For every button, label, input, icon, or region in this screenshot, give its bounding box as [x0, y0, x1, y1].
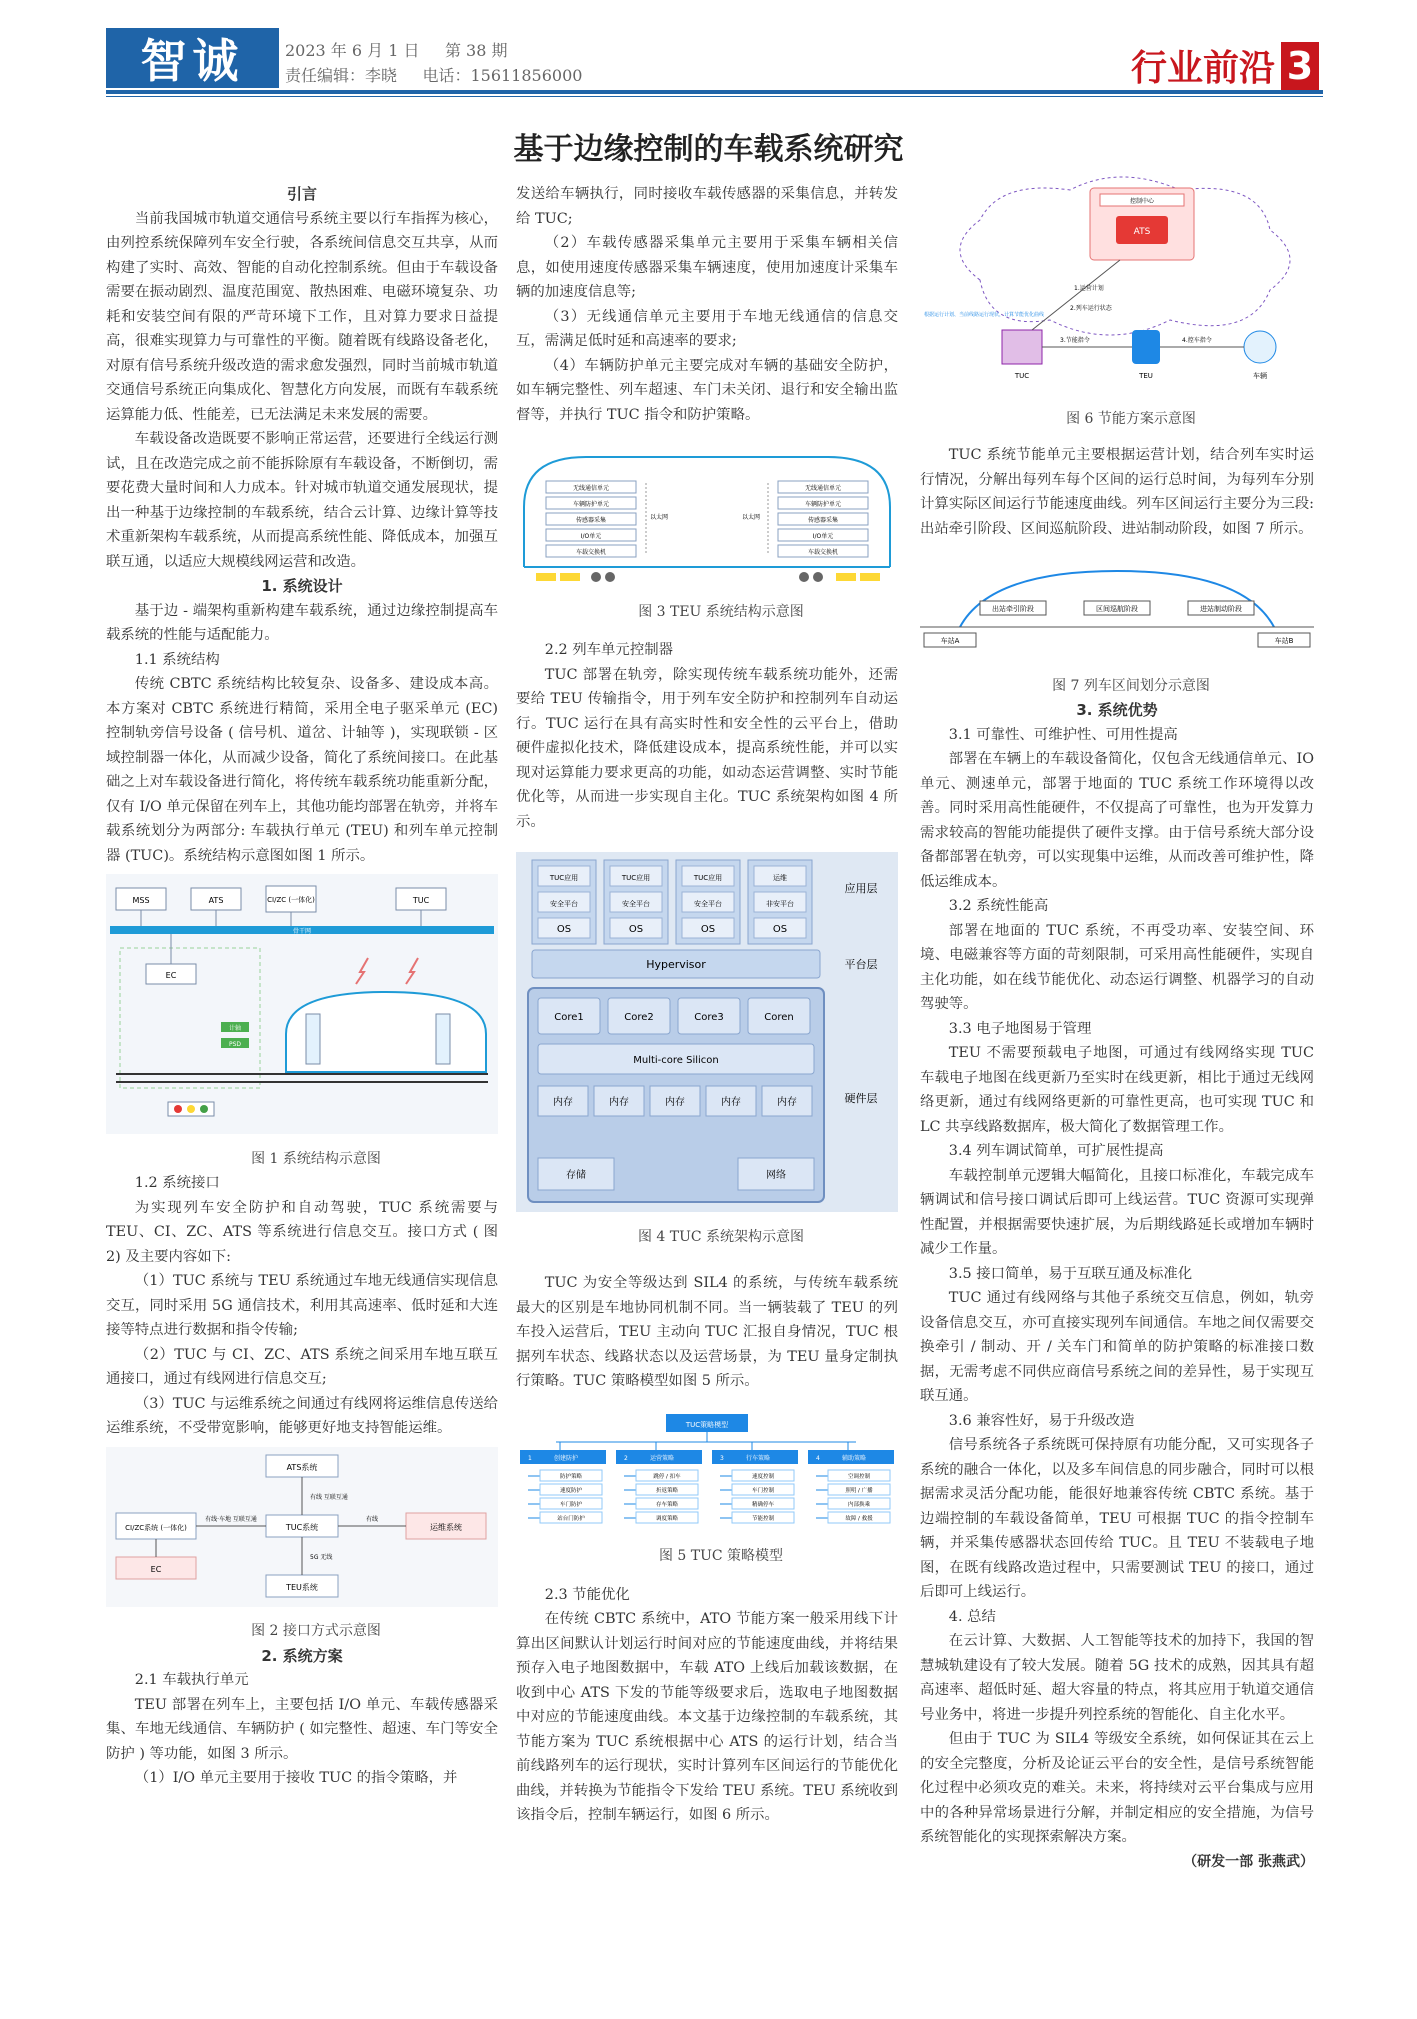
figure-5 — [516, 1412, 898, 1541]
interface-diagram — [106, 1447, 498, 1607]
fig4-memory-label: 内存 — [553, 1097, 573, 1108]
fig4-storage-label: 存储 — [566, 1170, 586, 1181]
fig5-item-label: 精确停车 — [751, 1501, 775, 1508]
fig4-network-label: 网络 — [766, 1170, 786, 1181]
editor-phone: 电话：15611856000 — [422, 66, 583, 85]
paragraph: 部署在地面的 TUC 系统，不再受功率、安装空间、环境、电磁兼容等方面的苛刻限制，可采用高性能硬件，实现自主化功能，如在线节能优化、动态运行调整、机器学习的自动驾驶等。 — [920, 922, 1314, 1012]
fig4-silicon-label: Multi-core Silicon — [633, 1055, 719, 1066]
issue-date: 2023 年 6 月 1 日 — [285, 41, 420, 60]
fig6-tuc-label: TUC — [1014, 372, 1030, 380]
fig5-item-label: 节能控制 — [751, 1515, 775, 1522]
section-name: 行业前沿 — [1130, 48, 1275, 89]
subheading-3-4: 3.4 列车调试简单，可扩展性提高 — [948, 1143, 1164, 1159]
paragraph: （1）TUC 系统与 TEU 系统通过车地无线通信实现信息交互，同时采用 5G 通信技术，利用其高速率、低时延和大连接等特点进行数据和指令传输; — [106, 1273, 498, 1338]
fig4-app-label: 安全平台 — [550, 900, 578, 908]
fig4-app-label: OS — [628, 924, 644, 935]
paragraph: 部署在车辆上的车载设备简化，仅包含无线通信单元、IO 单元、测速单元，部署于地面的 TUC 系统工作环境得以改善。同时采用高性能硬件，不仅提高了可靠性，也为开发算力需求较高的智能功能提供了硬件支撑。由于信号系统大部分设备都部署在轨旁，可以实现集中运维，从而改善可维护性，降低运维成本。 — [920, 751, 1314, 890]
fig3-module-label: 无线通信单元 — [572, 485, 610, 492]
column-3 — [920, 164, 1314, 1874]
article-byline: （研发一部 张燕武） — [1183, 1853, 1314, 1870]
fig6-step-label: 3.节能指令 — [1060, 337, 1090, 344]
svg-text:TUC系统: TUC系统 — [285, 1522, 319, 1532]
fig1-top-box — [266, 886, 316, 912]
fig4-memory-label: 内存 — [665, 1097, 685, 1108]
paragraph: 在传统 CBTC 系统中，ATO 节能方案一般采用线下计算出区间默认计划运行时间对应的节能速度曲线，并将结果预存入电子地图数据中，车载 ATO 上线后加载该数据，在收到中心 ATS 下发的节能等级要求后，选取电子地图数据中对应的节能速度曲线。本文基于边缘控制的车载系统，其节能方案为 TUC 系统根据中心 ATS 的运行计划，结合当前线路列车的运行现状，实时计算列车区间运行的节能优化曲线，并转换为节能指令下发给 TEU 系统。TEU 系统收到该指令后，控制车辆运行，如图 6 所示。 — [516, 1611, 898, 1823]
paragraph: TUC 通过有线网络与其他子系统交互信息，例如，轨旁设备信息交互，亦可直接实现列车间通信。车地之间仅需要交换牵引 / 制动、开 / 关车门和简单的防护策略的标准接口数据，无需考虑不同供应商信号系统之间的差异性，易于实现互联互通。 — [920, 1290, 1314, 1404]
heading-3: 3. 系统优势 — [1076, 701, 1158, 719]
fig5-item-label: 站台门防护 — [557, 1515, 585, 1522]
subheading-2-3: 2.3 节能优化 — [544, 1586, 630, 1603]
svg-text:TEU系统: TEU系统 — [286, 1582, 318, 1592]
figure-7 — [920, 551, 1314, 670]
paragraph: 当前我国城市轨道交通信号系统主要以行车指挥为核心，由列控系统保障列车安全行驶，各系统间信息交互共享，从而构建了实时、高效、智能的自动化控制系统。但由于车载设备需要在振动剧烈、温度范围宽、散热困难、电磁环境复杂、功耗和安装空间有限的严苛环境下工作，且对算力要求日益提高，很难实现算力与可靠性的平衡。随着既有线路设备老化，对原有信号系统升级改造的需求愈发强烈，同时当前城市轨道交通信号系统正向集成化、智慧化方向发展，而既有车载系统运算能力低、性能差，已无法满足未来发展的需要。 — [106, 210, 498, 423]
figure-1-caption: 图 1 系统结构示意图 — [251, 1150, 381, 1167]
fig7-station-label: 车站A — [940, 637, 960, 645]
fig4-core-label: Core1 — [554, 1012, 584, 1023]
fig2-link-label: 有线 — [365, 1515, 379, 1523]
editor-name: 责任编辑：李晓 — [285, 66, 398, 85]
figure-3 — [516, 447, 898, 596]
fig2-ops-box — [406, 1513, 486, 1539]
fig7-station-label: 车站B — [1274, 637, 1294, 645]
paragraph: TUC 系统节能单元主要根据运营计划，结合列车实时运行情况，分解出每列车每个区间的运行总时间，为每列车分别计算实际区间运行节能速度曲线。列车区间运行主要分为三段: 出站牵引阶段、区间巡航阶段、进站制动阶段，如图 7 所示。 — [920, 447, 1314, 537]
fig6-tuc — [1002, 330, 1042, 364]
fig7-phase-label: 出站牵引阶段 — [992, 605, 1034, 613]
paragraph: 信号系统各子系统既可保持原有功能分配，又可实现各子系统的融合一体化，以及多车间信息的同步融合，同时可以根据需求灵活分配功能，能很好地兼容传统 CBTC 系统。基于边端控制的车载设备简单，TEU 可根据 TUC 的指令控制车辆，并采集传感器状态回传给 TUC。且 TEU 不装载电子地图，在既有线路改造过程中，只需要测试 TEU 的接口，通过后即可上线运行。 — [920, 1437, 1314, 1600]
svg-text:CI/ZC (一体化): CI/ZC (一体化) — [267, 896, 315, 904]
paragraph: 基于边 - 端架构重新构建车载系统，通过边缘控制提高车载系统的性能与适配能力。 — [106, 602, 498, 643]
fig2-teu-box — [266, 1575, 338, 1597]
fig1-io-label: 计轴 — [228, 1025, 242, 1032]
paragraph: 传统 CBTC 系统结构比较复杂、设备多、建设成本高。本方案对 CBTC 系统进行精简，采用全电子驱采单元 (EC) 控制轨旁信号设备 ( 信号机、道岔、计轴等 )，实现联锁 - 区域控制器一体化，从而减少设备，简化了系统间接口。在此基础之上对车载设备进行简化，将传统车载系统功能重新分配，仅有 I/O 单元保留在列车上，其他功能均部署在轨旁，并将车载系统划分为两部分: 车载执行单元 (TEU) 和列车单元控制器 (TUC)。系统结构示意图如图 1 所示。 — [106, 676, 498, 864]
fig4-app-label: TUC应用 — [693, 874, 723, 882]
heading-1: 1. 系统设计 — [261, 577, 343, 595]
editor-line — [285, 63, 582, 86]
svg-text:EC: EC — [150, 1564, 162, 1574]
column-1 — [106, 182, 498, 1791]
section-label — [1131, 40, 1319, 91]
fig6-teu-label: TEU — [1139, 372, 1153, 380]
fig4-app-label: TUC应用 — [549, 874, 579, 882]
fig4-layer-label: 硬件层 — [844, 1092, 878, 1105]
fig5-item-label: 跳停 / 扣车 — [653, 1473, 681, 1480]
svg-text:EC: EC — [165, 971, 177, 980]
subheading-1-1: 1.1 系统结构 — [134, 651, 220, 668]
subheading-1-2: 1.2 系统接口 — [134, 1175, 220, 1191]
fig1-top-box — [116, 888, 166, 910]
fig4-app-label: TUC应用 — [621, 874, 651, 882]
fig4-memory-label: 内存 — [721, 1097, 741, 1108]
paragraph: （1）I/O 单元主要用于接收 TUC 的指令策略，并 — [134, 1770, 458, 1786]
fig4-app-label: 非安平台 — [766, 900, 794, 908]
paragraph: （3）TUC 与运维系统之间通过有线网将运维信息传送给运维系统，不受带宽影响，能够更好地支持智能运维。 — [106, 1395, 498, 1436]
fig5-item-label: 速度控制 — [751, 1473, 775, 1480]
fig3-module-label: 车辆防护单元 — [572, 501, 610, 508]
fig4-memory-label: 内存 — [609, 1097, 629, 1108]
figure-6 — [920, 170, 1314, 403]
fig3-module-label: 车辆防护单元 — [804, 501, 842, 508]
figure-2 — [106, 1447, 498, 1616]
fig4-core-label: Coren — [764, 1012, 794, 1023]
subheading-3-6: 3.6 兼容性好，易于升级改造 — [948, 1412, 1135, 1429]
svg-text:MSS: MSS — [132, 896, 150, 905]
figure-4 — [516, 852, 898, 1221]
fig4-layer-label: 平台层 — [844, 958, 878, 971]
fig3-module-label: 车载交换机 — [575, 549, 607, 556]
fig4-core-label: Core2 — [624, 1012, 654, 1023]
figure-7-caption: 图 7 列车区间划分示意图 — [1052, 677, 1210, 694]
fig7-phase-label: 区间巡航阶段 — [1096, 605, 1138, 613]
fig3-bus-label: 以太网 — [650, 514, 669, 521]
fig4-memory-label: 内存 — [777, 1097, 797, 1108]
fig3-module-label: 传感器采集 — [575, 517, 607, 524]
figure-1 — [106, 874, 498, 1143]
heading-2: 2. 系统方案 — [261, 1646, 343, 1665]
svg-text:ATS: ATS — [208, 896, 224, 905]
figure-6-caption: 图 6 节能方案示意图 — [1066, 410, 1196, 427]
fig5-item-label: 车门防护 — [559, 1501, 583, 1508]
energy-saving-diagram — [920, 170, 1314, 394]
fig4-app-label: 安全平台 — [622, 900, 650, 908]
fig4-hypervisor-label: Hypervisor — [646, 958, 706, 971]
fig6-ats-label: ATS — [1133, 227, 1151, 237]
fig6-step-label: 1.运营计划 — [1074, 285, 1104, 292]
fig2-tuc-box — [266, 1515, 338, 1537]
paragraph: 车载控制单元逻辑大幅简化，且接口标准化，车载完成车辆调试和信号接口调试后即可上线运营。TUC 资源可实现弹性配置，并根据需要快速扩展，为后期线路延长或增加车辆时减少工作量。 — [920, 1167, 1314, 1257]
fig5-group-name: 行车策略 — [745, 1454, 771, 1462]
header-rule-thin — [106, 96, 1323, 97]
issue-number: 第 38 期 — [444, 41, 508, 60]
fig5-item-label: 故障 / 救援 — [845, 1515, 873, 1522]
fig5-group-num: 4 — [816, 1454, 820, 1462]
paragraph: 车载设备改造既要不影响正常运营，还要进行全线运行测试，且在改造完成之前不能拆除原有车载设备，不断倒切，需要花费大量时间和人力成本。针对城市轨道交通发展现状，提出一种基于边缘控制的车载系统，结合云计算、边缘计算等技术重新架构车载系统，从而提高系统性能、降低成本，加强互联互通，以适应大规模线网运营和改造。 — [106, 431, 498, 570]
fig6-train — [1244, 331, 1276, 363]
fig3-bus-label: 以太网 — [742, 514, 761, 521]
masthead-logo: 智诚 — [106, 28, 279, 88]
fig5-item-label: 空调控制 — [847, 1473, 871, 1480]
paragraph: 在云计算、大数据、人工智能等技术的加持下，我国的智慧城轨建设有了较大发展。随着 5G 技术的成熟，因其具有超高速率、超低时延、超大容量的特点，将其应用于轨道交通信号业务中，将进一步提升列控系统的智能化、自主化水平。 — [920, 1633, 1314, 1723]
fig2-ats-box — [266, 1455, 338, 1477]
fig5-item-label: 调度策略 — [655, 1515, 679, 1522]
fig4-app-label: 安全平台 — [694, 900, 722, 908]
fig6-teu — [1132, 330, 1160, 364]
article-title: 基于边缘控制的车载系统研究 — [513, 132, 904, 167]
paragraph: 为实现列车安全防护和自动驾驶，TUC 系统需要与 TEU、CI、ZC、ATS 等系统进行信息交互。接口方式 ( 图 2) 及主要内容如下: — [106, 1199, 498, 1265]
fig5-item-label: 防护策略 — [559, 1473, 583, 1480]
header-rule — [106, 90, 1323, 94]
fig1-top-box — [191, 888, 241, 910]
fig4-layer-label: 应用层 — [844, 882, 878, 895]
fig2-ec-box — [116, 1557, 196, 1579]
fig2-link-label: 有线 互联互通 — [310, 1493, 348, 1501]
fig3-module-label: 传感器采集 — [807, 517, 839, 524]
fig5-item-label: 存车策略 — [655, 1501, 679, 1508]
paragraph: TUC 为安全等级达到 SIL4 的系统，与传统车载系统最大的区别是车地协同机制不同。当一辆装载了 TEU 的列车投入运营后，TEU 主动向 TUC 汇报自身情况，TUC 根据列车状态、线路状态以及运营场景，为 TEU 量身定制执行策略。TUC 策略模型如图 5 所示。 — [516, 1275, 898, 1389]
heading-intro: 引言 — [286, 185, 317, 203]
fig5-item-label: 速度防护 — [559, 1487, 583, 1494]
subheading-4: 4. 总结 — [948, 1608, 996, 1625]
fig3-module-label: 无线通信单元 — [804, 485, 842, 492]
fig1-ec-box — [146, 964, 196, 984]
paragraph: （2）车载传感器采集单元主要用于采集车辆相关信息，如使用速度传感器采集车辆速度，使用加速度计采集车辆的加速度信息等; — [516, 235, 898, 300]
fig5-group-name: 创建防护 — [553, 1454, 579, 1462]
paragraph: TEU 部署在列车上，主要包括 I/O 单元、车载传感器采集、车地无线通信、车辆防护 ( 如完整性、超速、车门等安全防护 ) 等功能，如图 3 所示。 — [106, 1696, 498, 1762]
fig2-link-label: 5G 无线 — [310, 1553, 333, 1561]
fig4-app-label: 运维 — [773, 874, 787, 882]
fig2-link-label: 有线·车地 互联互通 — [205, 1515, 257, 1523]
fig3-module-label: 车载交换机 — [807, 549, 839, 556]
subheading-3-2: 3.2 系统性能高 — [948, 898, 1049, 914]
train-interval-diagram — [920, 551, 1314, 661]
fig6-note: 根据运行计划、当前线路运行现状，计算节能优化曲线 — [924, 312, 1045, 318]
fig5-root-label: TUC策略模型 — [685, 1420, 729, 1429]
paragraph: TEU 不需要预载电子地图，可通过有线网络实现 TUC 车载电子地图在线更新乃至实时在线更新，相比于通过无线网络更新，通过有线网络更新的可靠性更高，也可实现 TUC 和 LC 共享线路数据库，极大简化了数据管理工作。 — [920, 1045, 1314, 1135]
paragraph: 但由于 TUC 为 SIL4 等级安全系统，如何保证其在云上的安全完整度，分析及论证云平台的安全性，是信号系统智能化过程中必须攻克的难关。未来，将持续对云平台集成与应用中的各种异常场景进行分解，并制定相应的安全措施，为信号系统智能化的实现探索解决方案。 — [920, 1731, 1314, 1845]
fig4-app-label: OS — [700, 924, 716, 935]
subheading-2-1: 2.1 车载执行单元 — [134, 1672, 249, 1688]
fig5-group-num: 1 — [528, 1454, 532, 1462]
issue-line — [285, 38, 508, 61]
figure-5-caption: 图 5 TUC 策略模型 — [658, 1548, 784, 1564]
fig5-group-num: 2 — [624, 1454, 628, 1462]
fig5-group-num: 3 — [720, 1454, 724, 1462]
paragraph: （2）TUC 与 CI、ZC、ATS 系统之间采用车地互联互通接口，通过有线网进行信息交互; — [106, 1346, 498, 1387]
tuc-architecture-diagram — [516, 852, 898, 1212]
subheading-2-2: 2.2 列车单元控制器 — [544, 642, 673, 658]
paragraph: （4）车辆防护单元主要完成对车辆的基础安全防护，如车辆完整性、列车超速、车门未关闭、退行和安全输出监督等，并执行 TUC 指令和防护策略。 — [516, 357, 898, 423]
svg-text:TUC: TUC — [412, 896, 430, 905]
figure-4-caption: 图 4 TUC 系统架构示意图 — [637, 1228, 805, 1245]
tuc-strategy-model — [516, 1412, 898, 1532]
fig1-io-label: PSD — [228, 1041, 242, 1048]
fig5-group-name: 运营策略 — [649, 1454, 675, 1462]
fig6-step-label: 4.控车指令 — [1182, 337, 1212, 344]
fig5-item-label: 照明 / 广播 — [845, 1487, 873, 1494]
paragraph: TUC 部署在轨旁，除实现传统车载系统功能外，还需要给 TEU 传输指令，用于列车安全防护和控制列车自动运行。TUC 运行在具有高实时性和安全性的云平台上，借助硬件虚拟化技术，降低建设成本，提高系统性能，并可以实现对运算能力要求更高的功能，如动态运营调整、实时节能优化等，从而进一步实现自主化。TUC 系统架构如图 4 所示。 — [516, 666, 898, 830]
subheading-3-5: 3.5 接口简单，易于互联互通及标准化 — [948, 1265, 1193, 1282]
fig5-item-label: 车门控制 — [751, 1487, 775, 1494]
fig4-core-label: Core3 — [694, 1012, 724, 1023]
fig5-item-label: 折返策略 — [655, 1487, 679, 1494]
fig6-train-label: 车辆 — [1253, 372, 1267, 380]
svg-text:CI/ZC系统 (一体化): CI/ZC系统 (一体化) — [125, 1523, 187, 1532]
fig5-item-label: 内部换乘 — [847, 1501, 871, 1508]
svg-text:运维系统: 运维系统 — [430, 1522, 462, 1532]
system-structure-diagram — [106, 874, 498, 1134]
fig4-app-label: OS — [556, 924, 572, 935]
subheading-3-3: 3.3 电子地图易于管理 — [948, 1020, 1092, 1037]
page-number: 3 — [1281, 42, 1319, 90]
subheading-3-1: 3.1 可靠性、可维护性、可用性提高 — [948, 726, 1178, 743]
fig3-module-label: I/O单元 — [580, 533, 602, 540]
fig1-backbone-label: 骨干网 — [292, 928, 312, 935]
fig7-phase-label: 进站制动阶段 — [1200, 605, 1242, 613]
column-2 — [516, 182, 898, 1828]
fig4-app-label: OS — [772, 924, 788, 935]
fig1-top-box — [396, 888, 446, 910]
paragraph: 发送给车辆执行，同时接收车载传感器的采集信息，并转发给 TUC; — [516, 186, 898, 227]
fig5-group-name: 辅助策略 — [841, 1454, 867, 1462]
teu-structure-diagram — [516, 447, 898, 587]
fig6-center-label: 控制中心 — [1129, 198, 1155, 205]
fig6-step-label: 2.列车运行状态 — [1070, 305, 1112, 312]
figure-2-caption: 图 2 接口方式示意图 — [251, 1623, 381, 1639]
paragraph: （3）无线通信单元主要用于车地无线通信的信息交互，需满足低时延和高速率的要求; — [516, 308, 898, 349]
fig2-cizc-box — [116, 1513, 196, 1539]
svg-text:ATS系统: ATS系统 — [286, 1462, 318, 1472]
figure-3-caption: 图 3 TEU 系统结构示意图 — [638, 603, 804, 620]
fig3-module-label: I/O单元 — [812, 533, 834, 540]
